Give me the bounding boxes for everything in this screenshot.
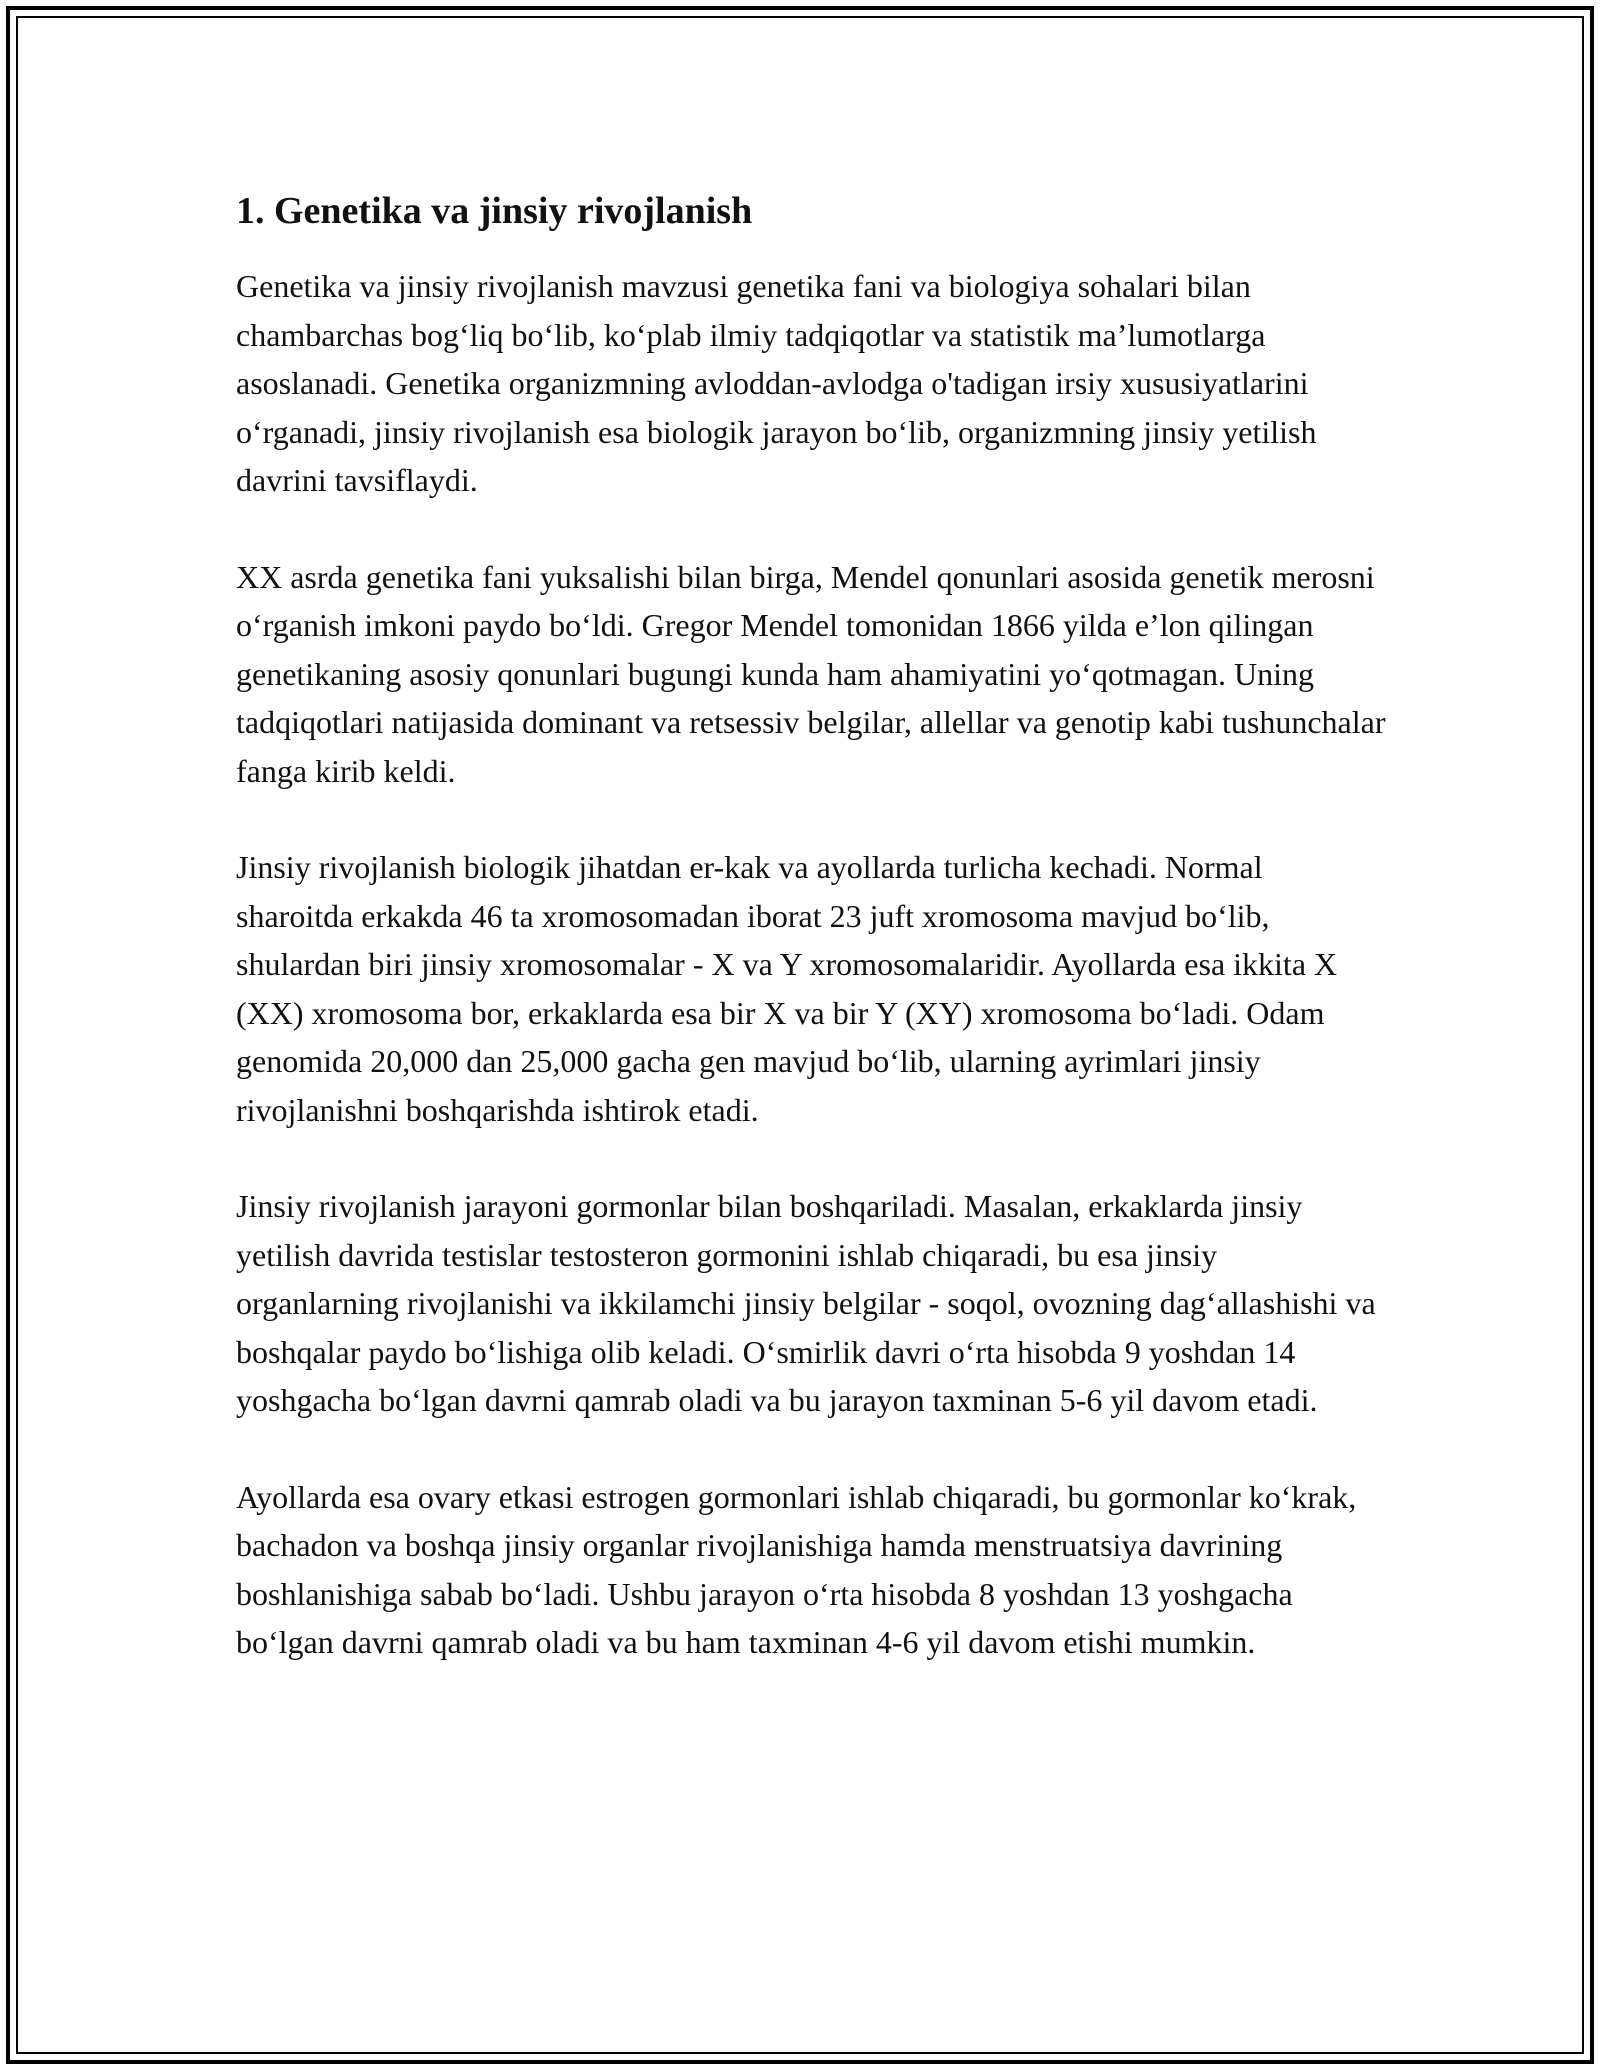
paragraph-female-hormones: Ayollarda esa ovary etkasi estrogen gormonlari ishlab chiqaradi, bu gormonlar ko‘krak, bachadon va boshqa jinsiy organlar rivojlanishiga hamda menstruatsiya davrining boshlanishiga sabab bo‘ladi. Ushbu jarayon o‘rta hisobda 8 yoshdan 13 yoshgacha bo‘lgan davrni qamrab oladi va bu ham taxminan 4-6 yil davom etishi mumkin. [236, 1478, 1357, 1660]
paragraph-male-hormones: Jinsiy rivojlanish jarayoni gormonlar bilan boshqariladi. Masalan, erkaklarda jinsiy yetilish davrida testislar testosteron gormonini ishlab chiqaradi, bu esa jinsiy organlarning rivojlanishi va ikkilamchi jinsiy belgilar - soqol, ovozning dag‘allashishi va boshqalar paydo bo‘lishiga olib keladi. O‘smirlik davri o‘rta hisobda 9 yoshdan 14 yoshgacha bo‘lgan davrni qamrab oladi va bu jarayon taxminan 5-6 yil davom etadi. [236, 1188, 1376, 1418]
paragraph-mendel: XX asrda genetika fani yuksalishi bilan birga, Mendel qonunlari asosida genetik merosni o‘rganish imkoni paydo bo‘ldi. Gregor Mendel tomonidan 1866 yilda e’lon qilingan genetikaning asosiy qonunlari bugungi kunda ham ahamiyatini yo‘qotmagan. Uning tadqiqotlari natijasida dominant va retsessiv belgilar, allellar va genotip kabi tushunchalar fanga kirib keldi. [236, 558, 1386, 789]
section-heading: 1. Genetika va jinsiy rivojlanish [236, 190, 753, 232]
paragraph-chromosomes: Jinsiy rivojlanish biologik jihatdan er-kak va ayollarda turlicha kechadi. Normal sharoitda erkakda 46 ta xromosomadan iborat 23 juft xromosoma mavjud bo‘lib, shulardan biri jinsiy xromosomalar - X va Y xromosomalaridir. Ayollarda esa ikkita X (XX) xromosoma bor, erkaklarda esa bir X va bir Y (XY) xromosoma bo‘ladi. Odam genomida 20,000 dan 25,000 gacha gen mavjud bo‘lib, ularning ayrimlari jinsiy rivojlanishni boshqarishda ishtirok etadi. [236, 849, 1338, 1128]
paragraph-intro: Genetika va jinsiy rivojlanish mavzusi genetika fani va biologiya sohalari bilan chambarchas bog‘liq bo‘lib, ko‘plab ilmiy tadqiqotlar va statistik ma’lumotlarga asoslanadi. Genetika organizmning avloddan-avlodga o'tadigan irsiy xususiyatlarini o‘rganadi, jinsiy rivojlanish esa biologik jarayon bo‘lib, organizmning jinsiy yetilish davrini tavsiflaydi. [236, 268, 1317, 498]
document-body [236, 186, 1386, 1715]
